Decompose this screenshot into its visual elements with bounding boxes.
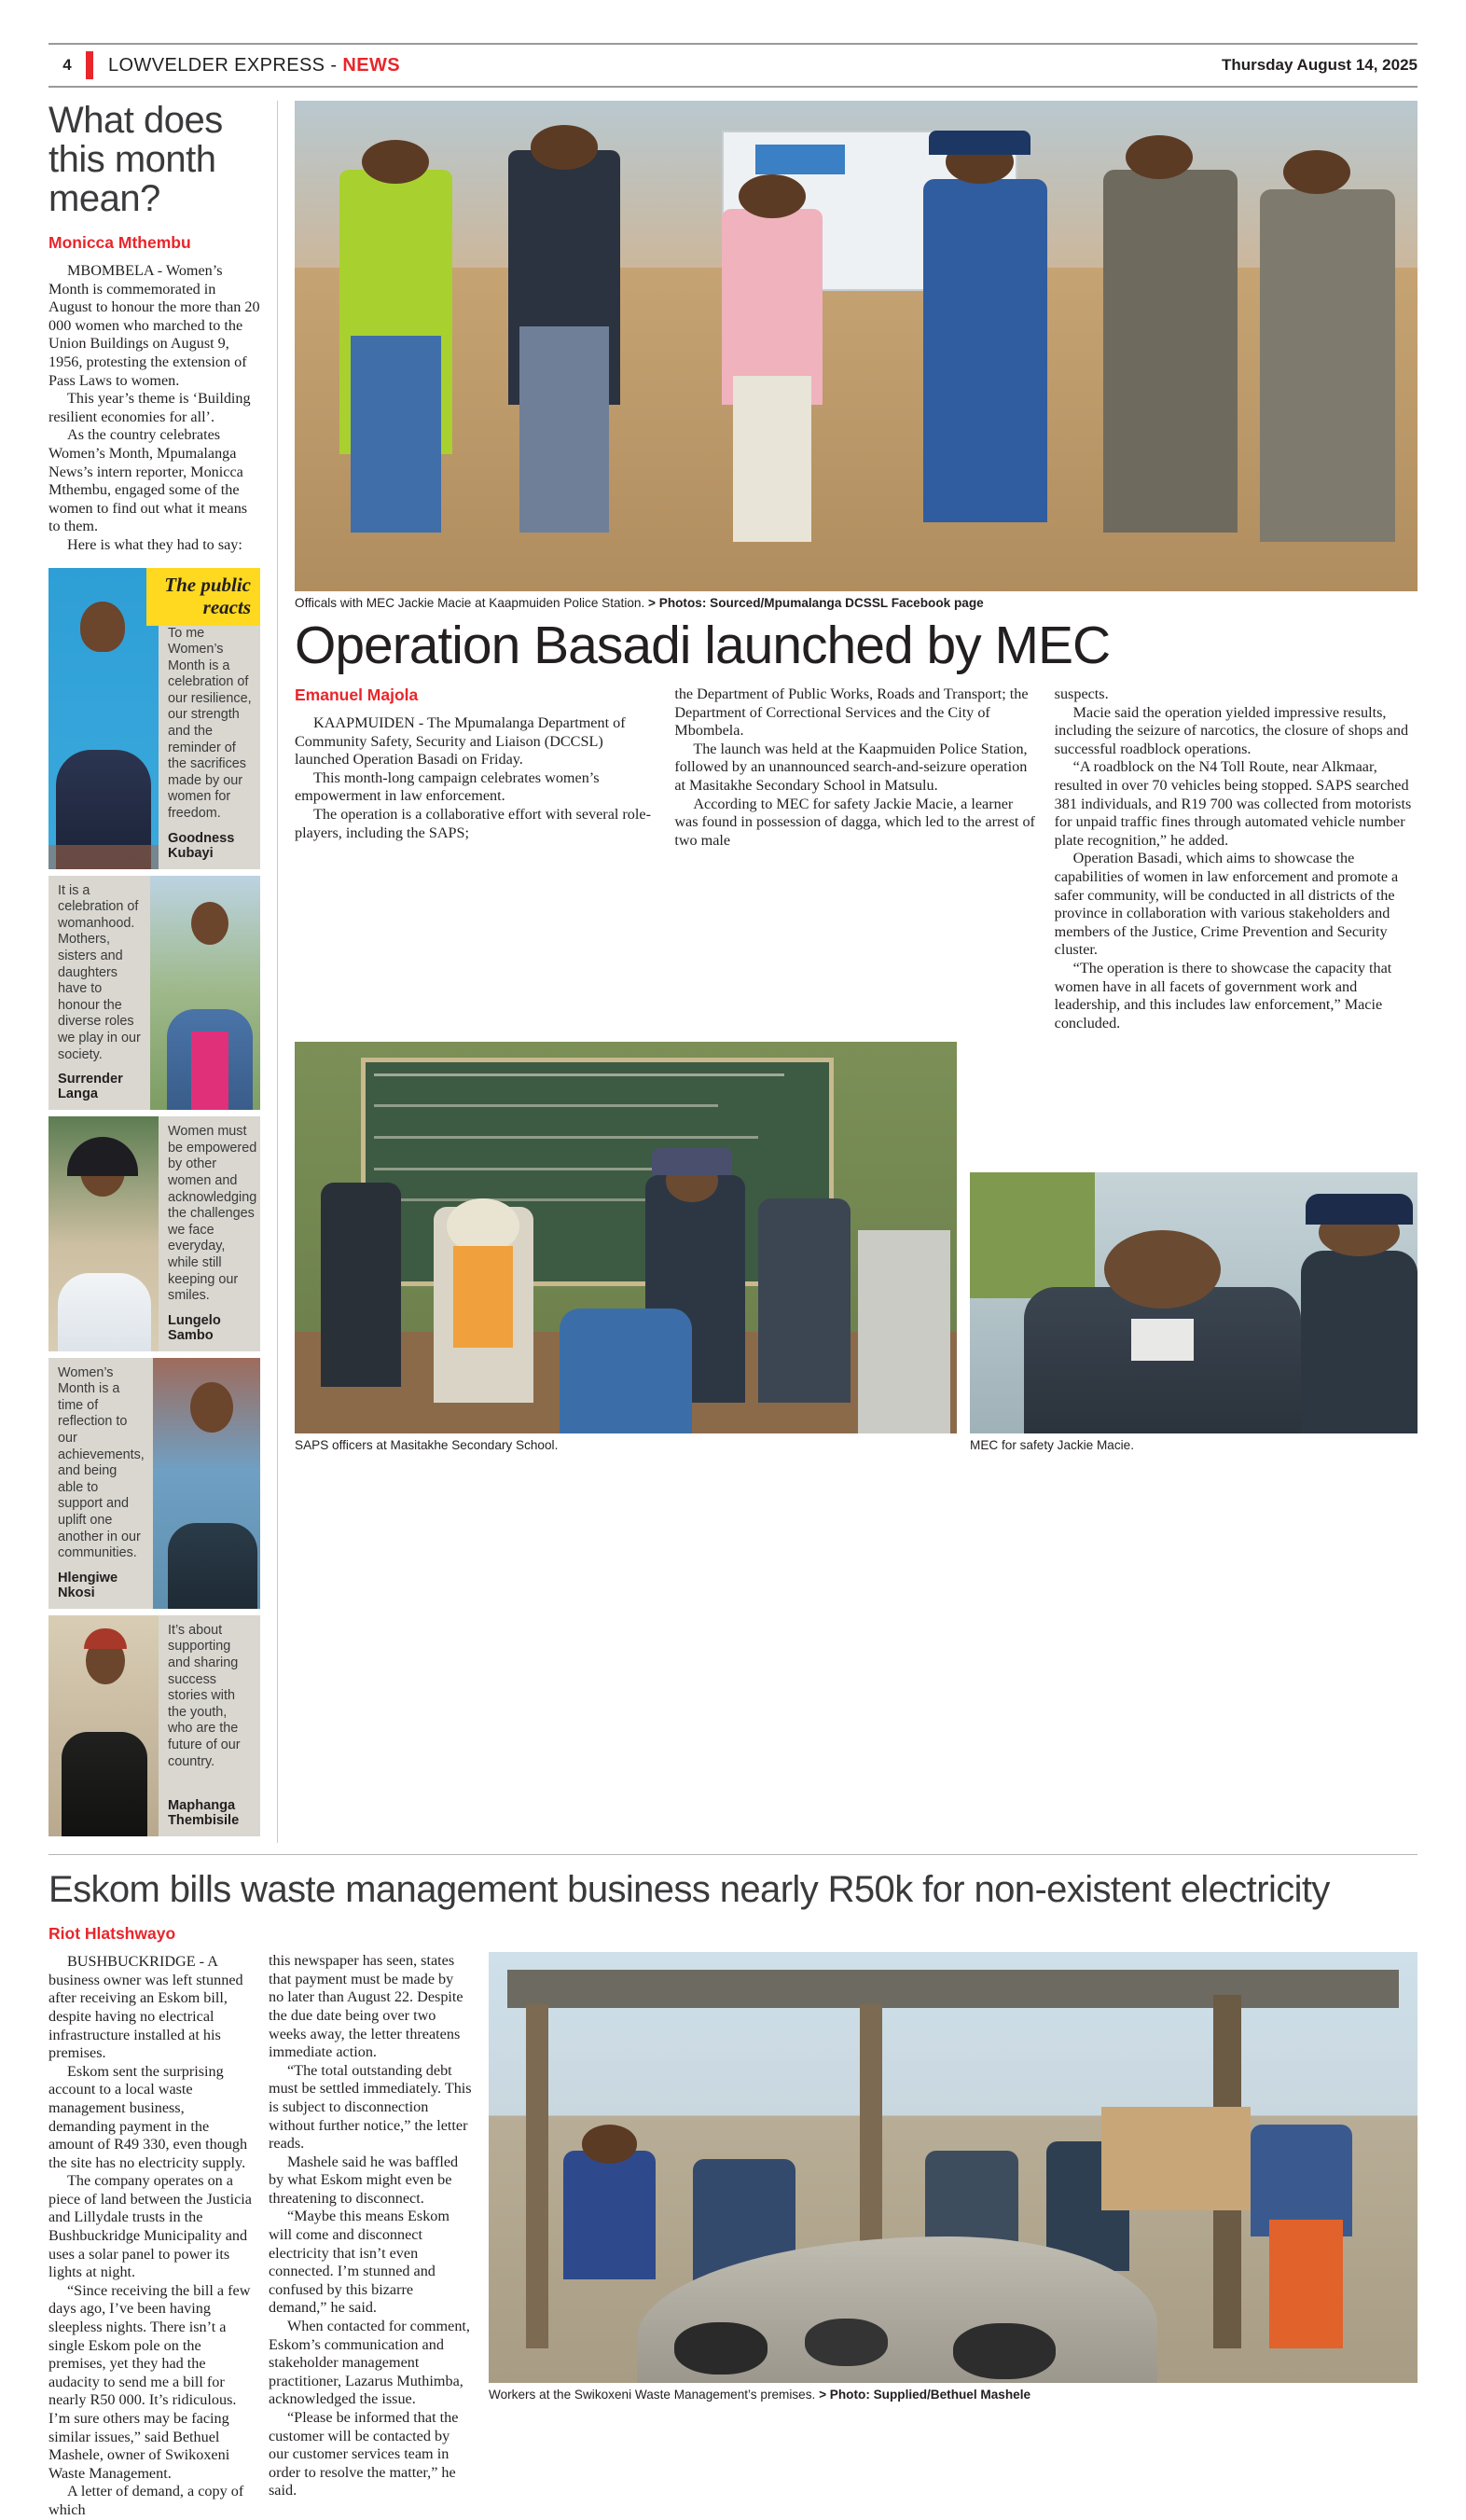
paragraph: Macie said the operation yielded impressive results, including the seizure of narcotics, the closure of shops and successful roadblock operations. xyxy=(1054,703,1409,757)
page-masthead xyxy=(48,43,1418,88)
eskom-col-2 xyxy=(269,1924,472,2519)
paragraph: When contacted for comment, Eskom’s communication and stakeholder management practitioner, Lazarus Muthimba, acknowledged the issue. xyxy=(269,2318,470,2408)
left-column xyxy=(48,101,278,1843)
paragraph: BUSHBUCKRIDGE - A business owner was left stunned after receiving an Eskom bill, despite having no electrical infrastructure installed at his premises. xyxy=(48,1953,243,2062)
masthead-publication: LOWVELDER EXPRESS - xyxy=(108,54,343,76)
caption-credit: > Photos: Sourced/Mpumalanga DCSSL Facebook page xyxy=(648,596,984,610)
mec-photo-caption: MEC for safety Jackie Macie. xyxy=(970,1438,1135,1453)
eskom-col1-body xyxy=(48,1953,252,2519)
vox-pop-name: Hlengiwe Nkosi xyxy=(58,1570,118,1600)
eskom-photo-caption xyxy=(489,2388,1418,2402)
paragraph: This month-long campaign celebrates women’s empowerment in law enforcement. xyxy=(295,768,600,805)
main-story-columns xyxy=(295,685,1418,1032)
mec-photo-block xyxy=(970,1172,1418,1453)
masthead-date: Thursday August 14, 2025 xyxy=(1221,56,1418,74)
paragraph: “A roadblock on the N4 Toll Route, near Alkmaar, resulted in over 70 vehicles being stopped. SAPS searched 381 individuals, and R19 700 was collected from motorists for unpaid traffic fines through automated vehicle number plate recognition,” he added. xyxy=(1054,758,1412,849)
eskom-story-region xyxy=(48,1924,1418,2519)
vox-pop-quote: Women’s Month is a time of reflection to our achievements, and being able to support and uplift one another in our communities. xyxy=(58,1364,145,1561)
paragraph: “Please be informed that the customer will be contacted by our customer services team in order to resolve the matter,” he said. xyxy=(269,2409,459,2499)
portrait-photo xyxy=(48,568,159,869)
vox-pop-item xyxy=(48,876,260,1111)
main-story-col-2 xyxy=(674,685,1037,1032)
caption-text: Officals with MEC Jackie Macie at Kaapmuiden Police Station. xyxy=(295,596,649,610)
hero-photo-caption xyxy=(295,596,1418,611)
left-story-body xyxy=(48,262,260,555)
paragraph: “Maybe this means Eskom will come and disconnect electricity that isn’t even connected. I’m stunned and confused by this bizarre demand,” he said. xyxy=(269,2208,449,2317)
school-photo xyxy=(295,1042,957,1433)
paragraph: “The total outstanding debt must be settled immediately. This is subject to disconnection without further notice,” the letter reads. xyxy=(269,2061,472,2153)
paragraph: The launch was held at the Kaapmuiden Police Station, followed by an unannounced search-and-seizure operation at Masitakhe Secondary School in Matsulu. xyxy=(674,740,1028,794)
vox-pop-text xyxy=(48,876,150,1111)
paragraph: Operation Basadi, which aims to showcase the capabilities of women in law enforcement and promote a safer community, will be conducted in all districts of the province in collaboration with various stakeholders and members of the Justice, Crime Prevention and Security cluster. xyxy=(1054,850,1399,959)
main-story-photo-row xyxy=(295,1042,1418,1453)
vox-pop-name: Surrender Langa xyxy=(58,1072,123,1102)
paragraph: Mashele said he was baffled by what Eskom might even be threatening to disconnect. xyxy=(269,2153,459,2207)
portrait-photo xyxy=(48,1615,159,1836)
vox-pop-item xyxy=(48,1116,260,1351)
main-story-col1-body xyxy=(295,714,657,842)
main-story-col-3 xyxy=(1055,685,1418,1032)
vox-pop-text xyxy=(48,1358,153,1609)
paragraph: suspects. xyxy=(1054,685,1109,702)
caption-credit: > Photo: Supplied/Bethuel Mashele xyxy=(819,2388,1031,2402)
vox-pop-quote: To me Women’s Month is a celebration of our resilience, our strength and the reminder of the sacrifices made by our women for freedom. xyxy=(168,625,252,822)
mec-photo xyxy=(970,1172,1418,1433)
vox-pop-item xyxy=(48,1615,260,1836)
vox-pop-item xyxy=(48,1358,260,1609)
eskom-photo-block xyxy=(489,1952,1418,2519)
paragraph: Here is what they had to say: xyxy=(67,535,242,553)
left-story-headline: What does this month mean? xyxy=(48,100,223,219)
caption-text: Workers at the Swikoxeni Waste Management’s premises. xyxy=(489,2388,820,2402)
newspaper-page xyxy=(0,43,1466,2518)
public-reacts-block xyxy=(48,568,260,1837)
vox-pop-quote: Women must be empowered by other women and acknowledging the challenges we face everyday, while still keeping our smiles. xyxy=(168,1124,257,1304)
main-story-headline: Operation Basadi launched by MEC xyxy=(295,616,1111,675)
eskom-col2-body xyxy=(269,1952,472,2500)
vox-pop-name: Lungelo Sambo xyxy=(168,1312,221,1343)
paragraph: As the country celebrates Women’s Month, Mpumalanga News’s intern reporter, Monicca Mthembu, engaged some of the women to find out what it means to them. xyxy=(48,426,248,535)
paragraph: The company operates on a piece of land between the Justicia and Lillydale trusts in the Bushbuckridge Municipality and uses a solar panel to power its lights at night. xyxy=(48,2172,252,2281)
folio-page-number: 4 xyxy=(62,56,72,74)
vox-pop-name: Maphanga Thembisile xyxy=(168,1798,240,1829)
masthead-section: NEWS xyxy=(342,54,401,76)
main-story-col-1 xyxy=(295,685,657,1032)
paragraph: KAAPMUIDEN - The Mpumalanga Department of Community Safety, Security and Liaison (DCCSL) launched Operation Basadi on Friday. xyxy=(295,714,626,768)
masthead-title xyxy=(108,55,400,76)
paragraph: this newspaper has seen, states that payment must be made by no later than August 22. Despite the due date being over two weeks away, the letter threatens immediate action. xyxy=(269,1952,463,2061)
vox-pop-quote: It is a celebration of womanhood. Mothers, sisters and daughters have to honour the diverse roles we play in our society. xyxy=(58,882,141,1062)
paragraph: According to MEC for safety Jackie Macie, a learner was found in possession of dagga, which led to the arrest of two male xyxy=(674,795,1035,849)
paragraph: MBOMBELA - Women’s Month is commemorated in August to honour the more than 20 000 women who marched to the Union Buildings on August 9, 1956, protesting the extension of Pass Laws to women. xyxy=(48,262,260,389)
vox-pop-quote: It’s about supporting and sharing success stories with the youth, who are the future of our country. xyxy=(168,1622,241,1769)
masthead-rule-icon xyxy=(86,51,93,79)
section-divider xyxy=(48,1854,1418,1855)
main-story-col2-body xyxy=(674,685,1037,850)
portrait-photo xyxy=(48,1116,159,1351)
portrait-photo xyxy=(150,876,260,1111)
public-reacts-tag: The public reacts xyxy=(146,568,260,626)
eskom-col-1 xyxy=(48,1924,252,2519)
paragraph: Eskom sent the surprising account to a local waste management business, demanding payment in the amount of R49 330, even though the site has no electricity supply. xyxy=(48,2062,248,2171)
hero-photo xyxy=(295,101,1418,591)
main-story-byline: Emanuel Majola xyxy=(295,685,419,704)
school-photo-block xyxy=(295,1042,957,1453)
paragraph: the Department of Public Works, Roads and Transport; the Department of Correctional Services and the City of Mbombela. xyxy=(674,685,1029,740)
paragraph: The operation is a collaborative effort with several role-players, including the SAPS; xyxy=(295,805,651,841)
eskom-story-headline: Eskom bills waste management business nearly R50k for non-existent electricity xyxy=(48,1869,1330,1911)
paragraph: “The operation is there to showcase the capacity that women have in all facets of government work and leadership, and this includes law enforcement,” Macie concluded. xyxy=(1054,959,1392,1032)
paragraph: “Since receiving the bill a few days ago, I’ve been having sleepless nights. There isn’t a single Eskom pole on the premises, yet they had the audacity to send me a bill for nearly R50 000. It’s ridiculous. I’m sure others may be facing similar issues,” said Bethuel Mashele, owner of Swikoxeni Waste Management. xyxy=(48,2281,251,2482)
paragraph: This year’s theme is ‘Building resilient economies for all’. xyxy=(48,390,251,425)
main-story-zone xyxy=(278,101,1418,1843)
eskom-photo xyxy=(489,1952,1418,2383)
left-story-byline: Monicca Mthembu xyxy=(48,233,191,252)
school-photo-caption: SAPS officers at Masitakhe Secondary School. xyxy=(295,1438,559,1453)
portrait-photo xyxy=(153,1358,260,1609)
main-story-col3-body xyxy=(1055,685,1418,1032)
top-region xyxy=(48,101,1418,1843)
vox-pop-name: Goodness Kubayi xyxy=(168,830,235,861)
vox-pop-text xyxy=(159,1615,260,1836)
paragraph: A letter of demand, a copy of which xyxy=(48,2483,244,2518)
vox-pop-text xyxy=(159,1116,260,1351)
eskom-story-byline: Riot Hlatshwayo xyxy=(48,1924,176,1944)
